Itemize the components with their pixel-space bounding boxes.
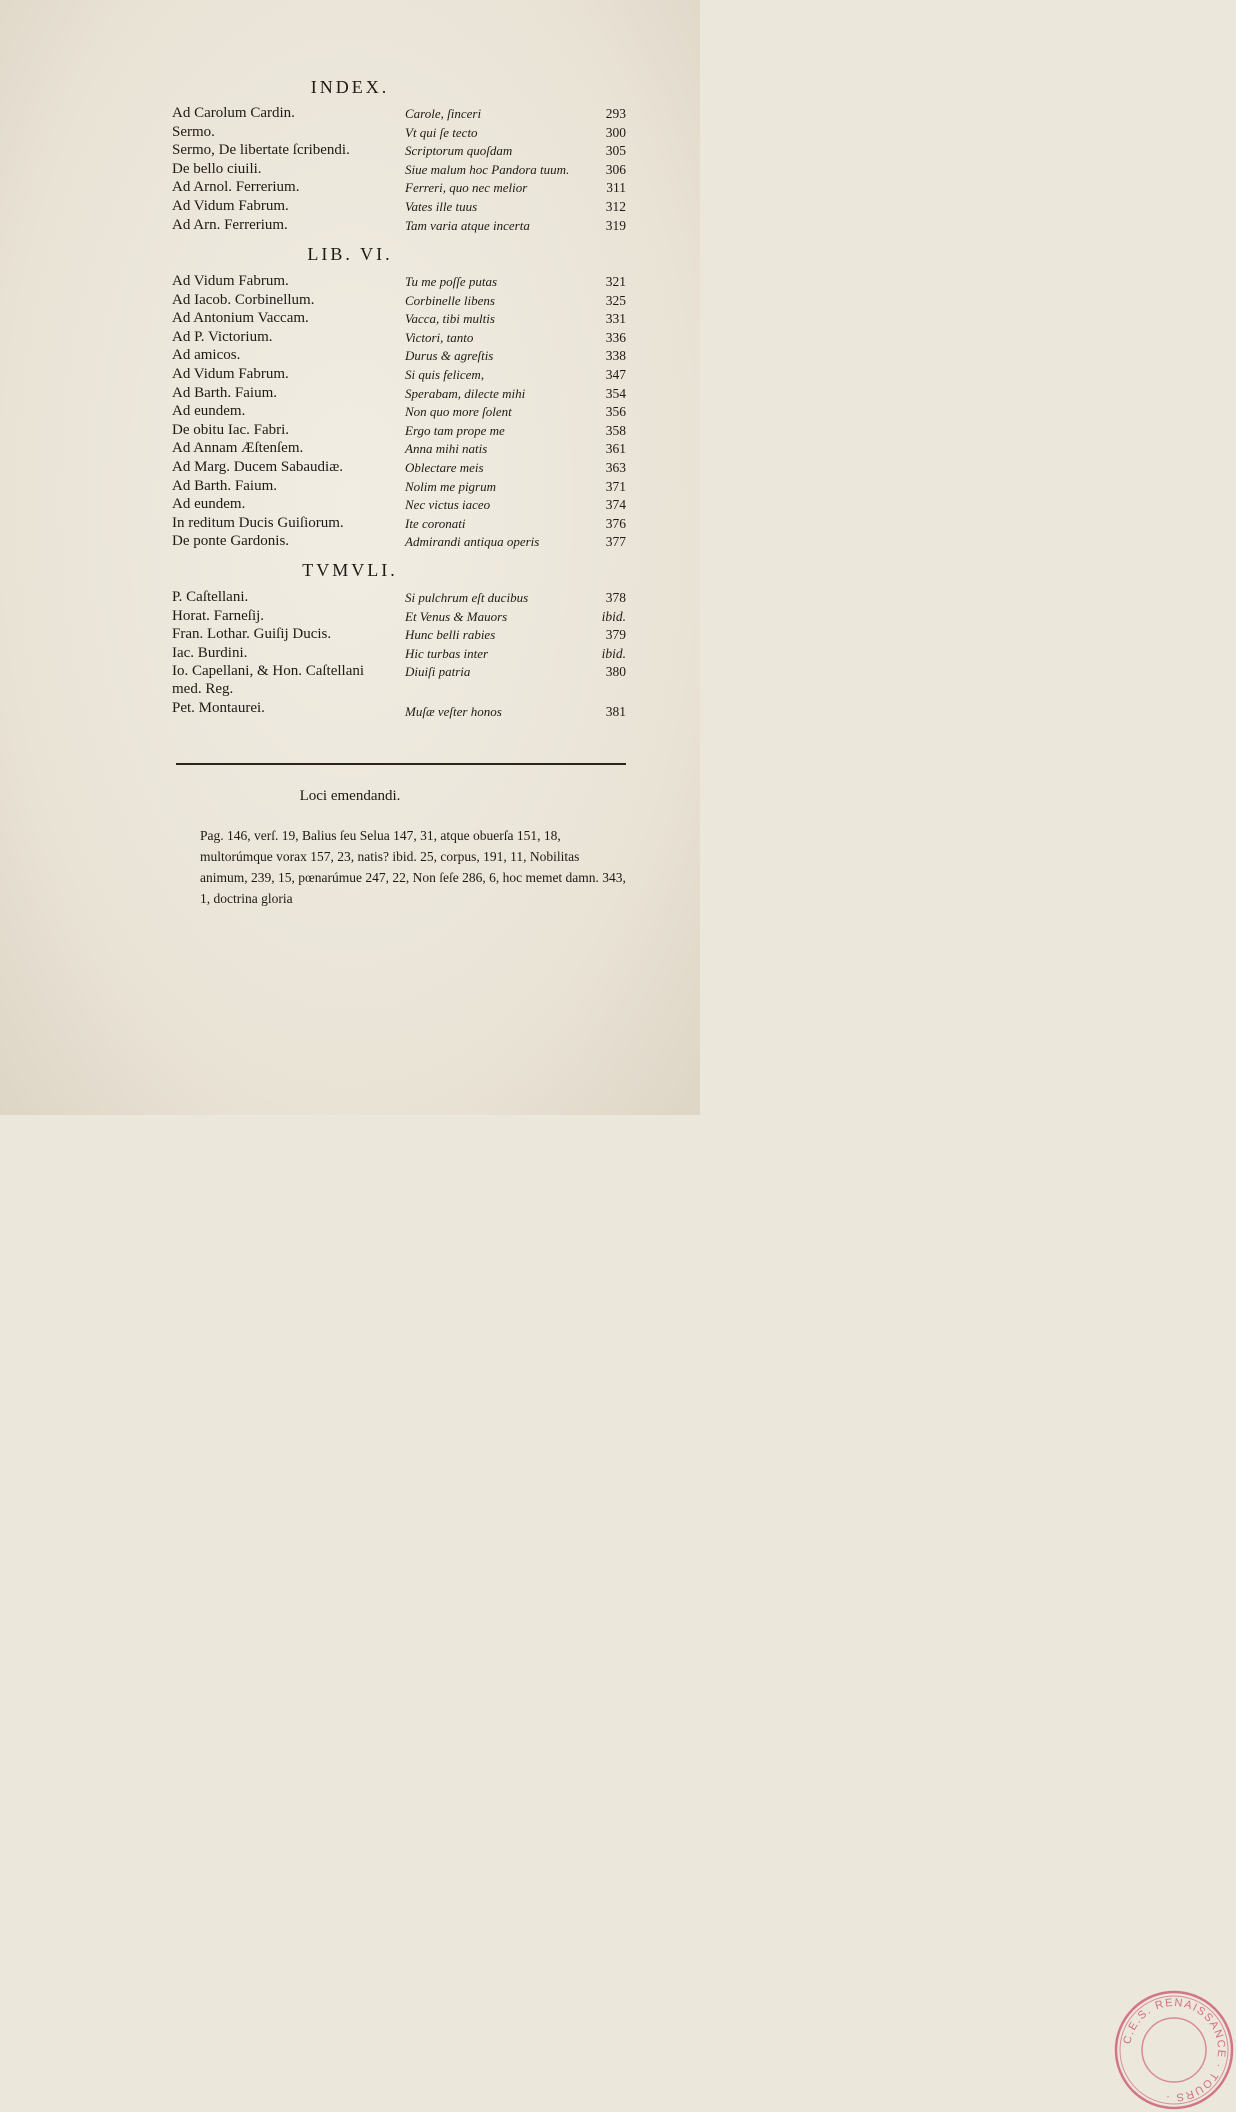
index-entry [0,178,700,197]
index-entry [0,291,700,310]
index-entries [0,104,700,234]
entry-page: 363 [605,459,626,475]
entry-page: 381 [605,704,626,720]
entry-name: Horat. Farneſij. [172,607,265,624]
entry-incipit: Admirandi antiqua operis [405,534,540,550]
entry-name: Ad Annam Æſtenſem. [172,440,304,457]
entry-page: 331 [605,311,626,327]
entry-incipit: Hunc belli rabies [405,627,496,643]
lib-vi-entries [0,272,700,551]
entry-name: Ad eundem. [172,403,246,420]
index-entry [0,104,700,123]
entry-incipit: Carole, ſinceri [405,106,482,121]
entry-page: 300 [605,124,626,140]
entry-page: ibid. [601,645,626,661]
entry-page: 374 [605,497,626,513]
entry-name: Ad P. Victorium. [172,328,273,345]
entry-name: Io. Capellani, & Hon. Caſtellani med. Reg. [172,663,365,698]
entry-incipit: Vt qui ſe tecto [405,124,478,140]
entry-page: 306 [605,161,626,177]
entry-incipit: Ferreri, quo nec melior [405,180,528,196]
entry-incipit: Oblectare meis [405,459,484,475]
entry-name: Ad Iacob. Corbinellum. [172,291,315,308]
entry-name: P. Caſtellani. [172,589,249,605]
entry-page: 361 [605,441,626,457]
index-entry [0,699,700,718]
entry-name: Ad amicos. [172,347,241,364]
entry-incipit: Et Venus & Mauors [405,608,508,624]
entry-name: Ad Marg. Ducem Sabaudiæ. [172,458,343,475]
entry-name: Ad Vidum Fabrum. [172,197,289,214]
entry-incipit: Diuiſi patria [405,664,471,680]
index-entry [0,216,700,235]
entry-incipit: Sperabam, dilecte mihi [405,385,526,401]
entry-page: 371 [605,478,626,494]
entry-incipit: Scriptorum quoſdam [405,143,513,159]
index-entry [0,625,700,644]
index-entry [0,532,700,551]
entry-page: 293 [605,106,626,121]
errata-title: Loci emendandi. [299,788,401,804]
tumuli-entries [0,588,700,718]
entry-page: 321 [605,274,626,289]
entry-incipit: Hic turbas inter [405,645,489,661]
entry-page: 336 [605,329,626,345]
entry-page: 378 [605,590,626,605]
stamp-seal [1112,1988,1236,2112]
index-entry [0,309,700,328]
index-entry [0,607,700,626]
entry-name: Iac. Burdini. [172,644,248,661]
entry-page: 358 [605,422,626,438]
entry-incipit: Vacca, tibi multis [405,311,495,327]
entry-incipit: Si quis felicem, [405,366,485,382]
index-entry [0,662,700,699]
entry-name: De bello ciuili. [172,160,262,177]
entry-incipit: Tam varia atque incerta [405,217,530,233]
entry-incipit: Muſæ veſter honos [405,704,502,720]
index-entry [0,365,700,384]
index-entry [0,514,700,533]
entry-name: Ad Carolum Cardin. [172,105,295,121]
index-entry [0,328,700,347]
entry-name: Ad Vidum Fabrum. [172,365,289,382]
index-entry [0,141,700,160]
entry-name: Pet. Montaurei. [172,700,265,717]
entry-incipit: Ergo tam prope me [405,422,505,438]
entry-page: 377 [605,534,626,550]
entry-page: 305 [605,143,626,159]
index-entry [0,272,700,291]
entry-page: 325 [605,292,626,308]
entry-page: 379 [605,627,626,643]
entry-incipit: Non quo more ſolent [405,404,512,420]
entry-incipit: Nec victus iaceo [405,497,491,513]
entry-incipit: Vates ille tuus [405,198,478,214]
section-title-lib-vi: LIB. VI. [307,244,393,264]
index-entry [0,644,700,663]
index-entry [0,458,700,477]
index-entry [0,588,700,607]
library-stamp [555,993,1228,2104]
entry-page: 338 [605,348,626,364]
errata-text [200,825,630,909]
entry-name: Ad Vidum Fabrum. [172,273,289,289]
entry-page: 311 [606,180,626,196]
entry-incipit: Durus & agreſtis [405,348,494,364]
entry-incipit: Nolim me pigrum [405,478,496,494]
index-entry [0,197,700,216]
svg-text:C.E.S. RENAISSANCE · TOURS ·: C.E.S. RENAISSANCE · TOURS · [1121,1996,1228,2104]
index-entry [0,421,700,440]
entry-name: Sermo. [172,123,215,140]
entry-name: Ad Antonium Vaccam. [172,310,309,327]
entry-incipit: Corbinelle libens [405,292,495,308]
entry-incipit: Siue malum hoc Pandora tuum. [405,161,570,177]
entry-name: Ad Arn. Ferrerium. [172,216,288,233]
entry-name: Fran. Lothar. Guiſij Ducis. [172,626,332,643]
entry-name: De obitu Iac. Fabri. [172,421,290,438]
entry-page: ibid. [601,608,626,624]
errata-body: Pag. 146, verſ. 19, Balius ſeu Selua 147, 31, atque obuerſa 151, 18, multorúmque vorax 157, 23, natis? ibid. 25, corpus, 191, 11, Nobilitas animum, 239, 15, pœnarúmue 247, 22, Non ſeſe 286, 6, hoc memet damn. 343, 1, doctrina gloria [200,828,626,906]
entry-name: Sermo, De libertate ſcribendi. [172,142,350,159]
index-entry [0,402,700,421]
section-title-index: INDEX. [310,77,390,97]
entry-name: Ad Arnol. Ferrerium. [172,179,300,196]
entry-page: 354 [605,385,626,401]
entry-page: 319 [605,217,626,233]
entry-incipit: Victori, tanto [405,329,474,345]
entry-name: Ad eundem. [172,496,246,513]
index-entry [0,346,700,365]
entry-name: Ad Barth. Faium. [172,477,277,494]
entry-name: In reditum Ducis Guiſiorum. [172,514,344,531]
index-entry [0,439,700,458]
entry-page: 380 [605,664,626,680]
section-title-tumuli: TVMVLI. [302,560,398,580]
index-entry [0,123,700,142]
index-entry [0,160,700,179]
index-entry [0,384,700,403]
entry-page: 356 [605,404,626,420]
entry-name: Ad Barth. Faium. [172,384,277,401]
entry-page: 376 [605,515,626,531]
index-entry [0,495,700,514]
entry-incipit: Ite coronati [405,515,466,531]
divider-rule [176,763,626,765]
entry-page: 312 [605,198,626,214]
index-entry [0,477,700,496]
entry-incipit: Si pulchrum eſt ducibus [405,590,529,605]
entry-page: 347 [605,366,626,382]
entry-name: De ponte Gardonis. [172,533,290,550]
entry-incipit: Anna mihi natis [405,441,488,457]
entry-incipit: Tu me poſſe putas [405,274,498,289]
